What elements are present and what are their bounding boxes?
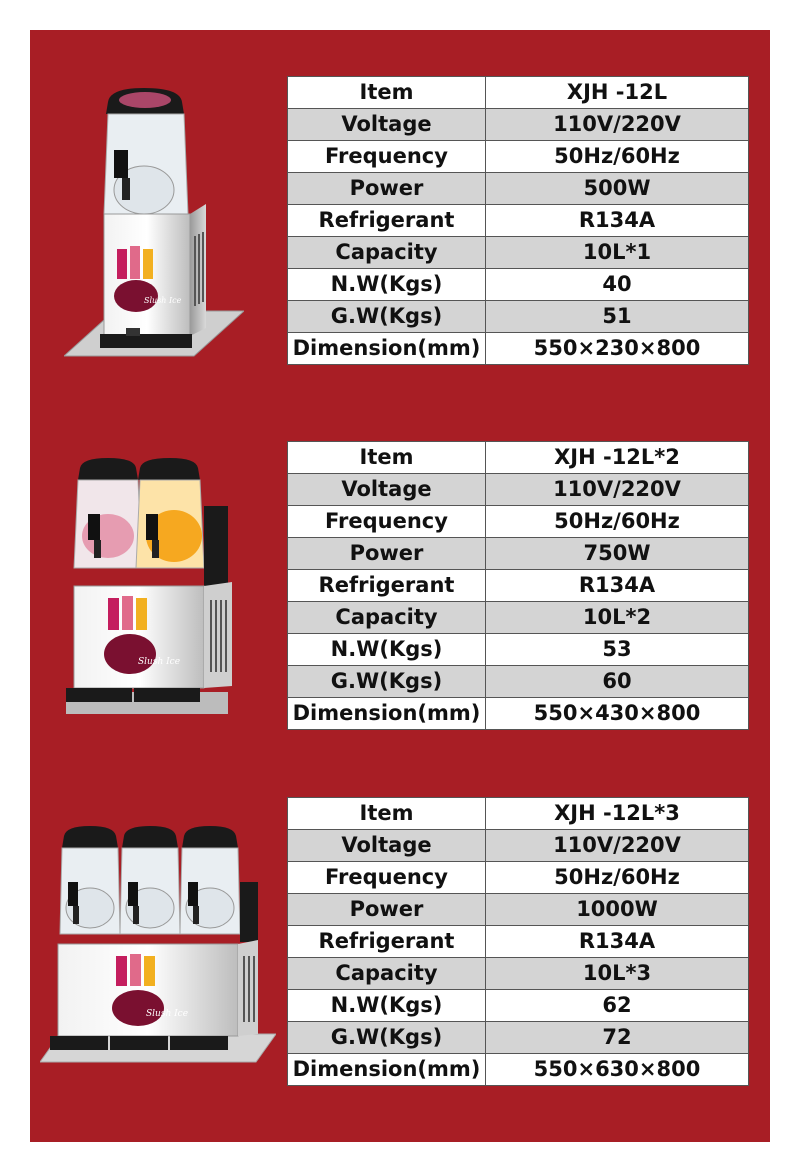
spec-label: Frequency [288, 506, 486, 538]
machine-logo-text: Slush Ice [144, 296, 182, 305]
table-row [288, 862, 749, 894]
spec-label: Capacity [288, 237, 486, 269]
slush-machine-triple-image [40, 822, 276, 1068]
spec-label: Power [288, 538, 486, 570]
spec-label: Refrigerant [288, 926, 486, 958]
spec-label: Power [288, 173, 486, 205]
spec-label: Frequency [288, 141, 486, 173]
slush-machine-double-image [62, 456, 244, 718]
spec-label: G.W(Kgs) [288, 666, 486, 698]
table-row [288, 570, 749, 602]
spec-label: Voltage [288, 109, 486, 141]
spec-table-triple [287, 797, 749, 1086]
spec-value: XJH -12L [486, 77, 749, 109]
table-row [288, 333, 749, 365]
spec-label: Capacity [288, 602, 486, 634]
spec-value: 72 [486, 1022, 749, 1054]
spec-value: R134A [486, 926, 749, 958]
table-row [288, 798, 749, 830]
table-row [288, 77, 749, 109]
table-row [288, 237, 749, 269]
table-row [288, 1022, 749, 1054]
spec-label: Item [288, 77, 486, 109]
table-row [288, 269, 749, 301]
table-row [288, 538, 749, 570]
spec-label: N.W(Kgs) [288, 990, 486, 1022]
spec-value: 10L*3 [486, 958, 749, 990]
table-row [288, 109, 749, 141]
slush-machine-single-image [64, 86, 244, 368]
spec-label: Item [288, 798, 486, 830]
spec-label: G.W(Kgs) [288, 301, 486, 333]
spec-value: 550×630×800 [486, 1054, 749, 1086]
spec-table-double [287, 441, 749, 730]
table-row [288, 698, 749, 730]
table-row [288, 634, 749, 666]
table-row [288, 990, 749, 1022]
machine-logo-text: Slush Ice [146, 1009, 189, 1019]
table-row [288, 602, 749, 634]
machine-logo-text: Slush Ice [138, 657, 181, 667]
spec-value: 60 [486, 666, 749, 698]
spec-value: 10L*1 [486, 237, 749, 269]
spec-label: N.W(Kgs) [288, 634, 486, 666]
spec-label: N.W(Kgs) [288, 269, 486, 301]
spec-label: Dimension(mm) [288, 698, 486, 730]
spec-label: Voltage [288, 474, 486, 506]
table-row [288, 205, 749, 237]
spec-label: G.W(Kgs) [288, 1022, 486, 1054]
spec-value: 110V/220V [486, 830, 749, 862]
table-row [288, 474, 749, 506]
spec-value: 10L*2 [486, 602, 749, 634]
spec-value: 51 [486, 301, 749, 333]
table-row [288, 442, 749, 474]
spec-label: Refrigerant [288, 205, 486, 237]
table-row [288, 301, 749, 333]
spec-value: 110V/220V [486, 474, 749, 506]
spec-label: Voltage [288, 830, 486, 862]
spec-value: 50Hz/60Hz [486, 506, 749, 538]
spec-value: 50Hz/60Hz [486, 862, 749, 894]
table-row [288, 926, 749, 958]
spec-value: 53 [486, 634, 749, 666]
spec-value: 500W [486, 173, 749, 205]
spec-value: 550×430×800 [486, 698, 749, 730]
spec-value: 50Hz/60Hz [486, 141, 749, 173]
table-row [288, 894, 749, 926]
spec-label: Refrigerant [288, 570, 486, 602]
spec-label: Capacity [288, 958, 486, 990]
spec-value: 110V/220V [486, 109, 749, 141]
spec-value: XJH -12L*2 [486, 442, 749, 474]
table-row [288, 1054, 749, 1086]
spec-label: Item [288, 442, 486, 474]
spec-value: 40 [486, 269, 749, 301]
spec-value: 750W [486, 538, 749, 570]
spec-value: XJH -12L*3 [486, 798, 749, 830]
spec-value: 62 [486, 990, 749, 1022]
spec-label: Power [288, 894, 486, 926]
table-row [288, 506, 749, 538]
table-row [288, 141, 749, 173]
spec-value: 1000W [486, 894, 749, 926]
spec-value: R134A [486, 205, 749, 237]
table-row [288, 666, 749, 698]
spec-table-single [287, 76, 749, 365]
spec-value: 550×230×800 [486, 333, 749, 365]
spec-value: R134A [486, 570, 749, 602]
table-row [288, 830, 749, 862]
spec-label: Dimension(mm) [288, 1054, 486, 1086]
table-row [288, 958, 749, 990]
spec-label: Dimension(mm) [288, 333, 486, 365]
spec-label: Frequency [288, 862, 486, 894]
table-row [288, 173, 749, 205]
